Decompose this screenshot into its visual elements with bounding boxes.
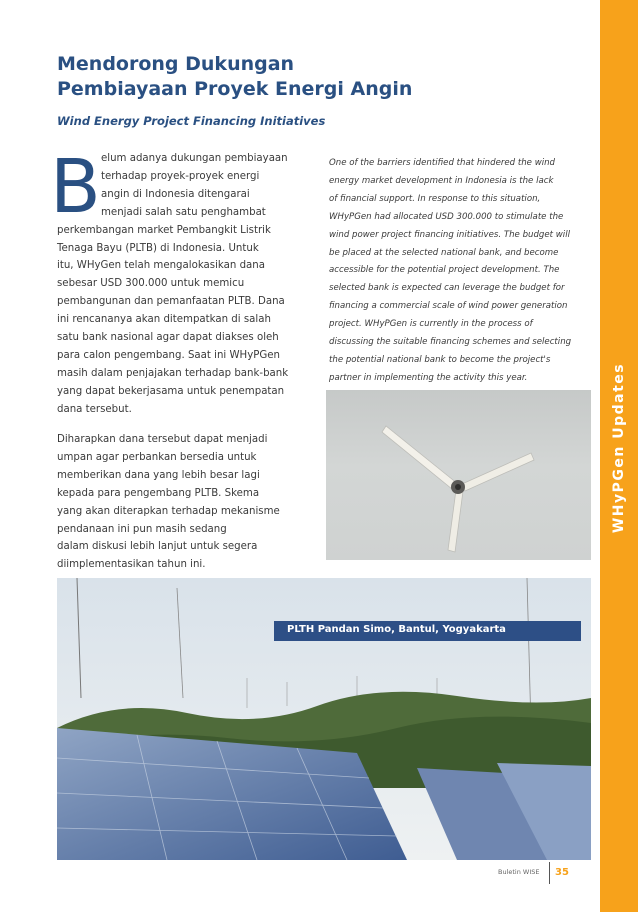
indonesian-paragraph-2 (57, 431, 315, 574)
text-line: discussing the suitable financing schemes and selecting (329, 337, 572, 348)
wind-turbine-illustration (326, 390, 591, 560)
section-label: WHyPGen Updates (611, 362, 627, 534)
text-line: masih dalam penjajakan terhadap bank-bank (57, 367, 289, 379)
text-line: Diharapkan dana tersebut dapat menjadi (57, 434, 268, 445)
text-line: yang akan diterapkan terhadap mekanisme (57, 505, 280, 517)
text-line: kepada para pengembang PLTB. Skema (57, 487, 260, 499)
text-line: memberikan dana yang lebih besar lagi (57, 469, 260, 481)
text-line: sebesar USD 300.000 untuk memicu (57, 278, 245, 290)
text-line: WHyPGen had allocated USD 300.000 to stimulate the (329, 211, 564, 222)
title-line: Mendorong Dukungan (57, 53, 295, 75)
drop-cap: B (50, 144, 101, 230)
text-line: dana tersebut. (57, 403, 132, 415)
text-line: terhadap proyek-proyek energi (101, 170, 260, 182)
text-line: pembangunan dan pemanfaatan PLTB. Dana (57, 296, 285, 308)
text-line: perkembangan market Pembangkit Listrik (57, 224, 271, 236)
text-line: ini rencananya akan ditempatkan di salah (57, 314, 271, 326)
text-line: energy market development in Indonesia is the lack (329, 175, 554, 186)
text-line: selected bank is expected can leverage the budget for (329, 283, 565, 294)
text-line: wind power project financing initiatives. The budget will (329, 229, 570, 240)
text-line: One of the barriers identified that hindered the wind (329, 158, 556, 168)
wind-turbine-photo (326, 390, 591, 560)
article-title (57, 52, 487, 102)
text-line: dalam diskusi lebih lanjut untuk segera (57, 541, 258, 553)
page-number: 35 (555, 867, 569, 878)
text-line: diimplementasikan tahun ini. (57, 559, 206, 571)
text-line: partner in implementing the activity this year. (329, 372, 528, 383)
photo-caption-banner (274, 621, 581, 641)
english-paragraph (329, 155, 587, 388)
footer-divider (549, 862, 550, 884)
text-line: Tenaga Bayu (PLTB) di Indonesia. Untuk (57, 242, 259, 254)
publication-name: Buletin WISE (498, 868, 540, 876)
title-line: Pembiayaan Proyek Energi Angin (57, 78, 413, 100)
text-line: be placed at the selected national bank, and become (329, 247, 559, 258)
article-subtitle: Wind Energy Project Financing Initiatives (57, 114, 326, 128)
text-line: para calon pengembang. Saat ini WHyPGen (57, 349, 281, 361)
text-line: elum adanya dukungan pembiayaan (101, 153, 288, 164)
text-line: satu bank nasional agar dapat diakses oleh (57, 332, 279, 344)
indonesian-paragraph-1 (57, 150, 315, 419)
text-line: menjadi salah satu penghambat (101, 206, 266, 218)
text-line: financing a commercial scale of wind power generation (329, 301, 568, 312)
text-line: itu, WHyGen telah mengalokasikan dana (57, 260, 265, 272)
text-line: project. WHyPGen is currently in the process of (329, 319, 533, 330)
text-line: accessible for the potential project development. The (329, 265, 560, 276)
text-line: yang dapat bekerjasama untuk penempatan (57, 385, 285, 397)
text-line: the potential national bank to become the project's (329, 354, 551, 365)
text-line: umpan agar perbankan bersedia untuk (57, 451, 257, 463)
photo-caption: PLTH Pandan Simo, Bantul, Yogyakarta (287, 624, 506, 635)
text-line: pendanaan ini pun masih sedang (57, 523, 227, 535)
text-line: of financial support. In response to this situation, (329, 193, 541, 204)
text-line: angin di Indonesia ditengarai (101, 188, 250, 200)
